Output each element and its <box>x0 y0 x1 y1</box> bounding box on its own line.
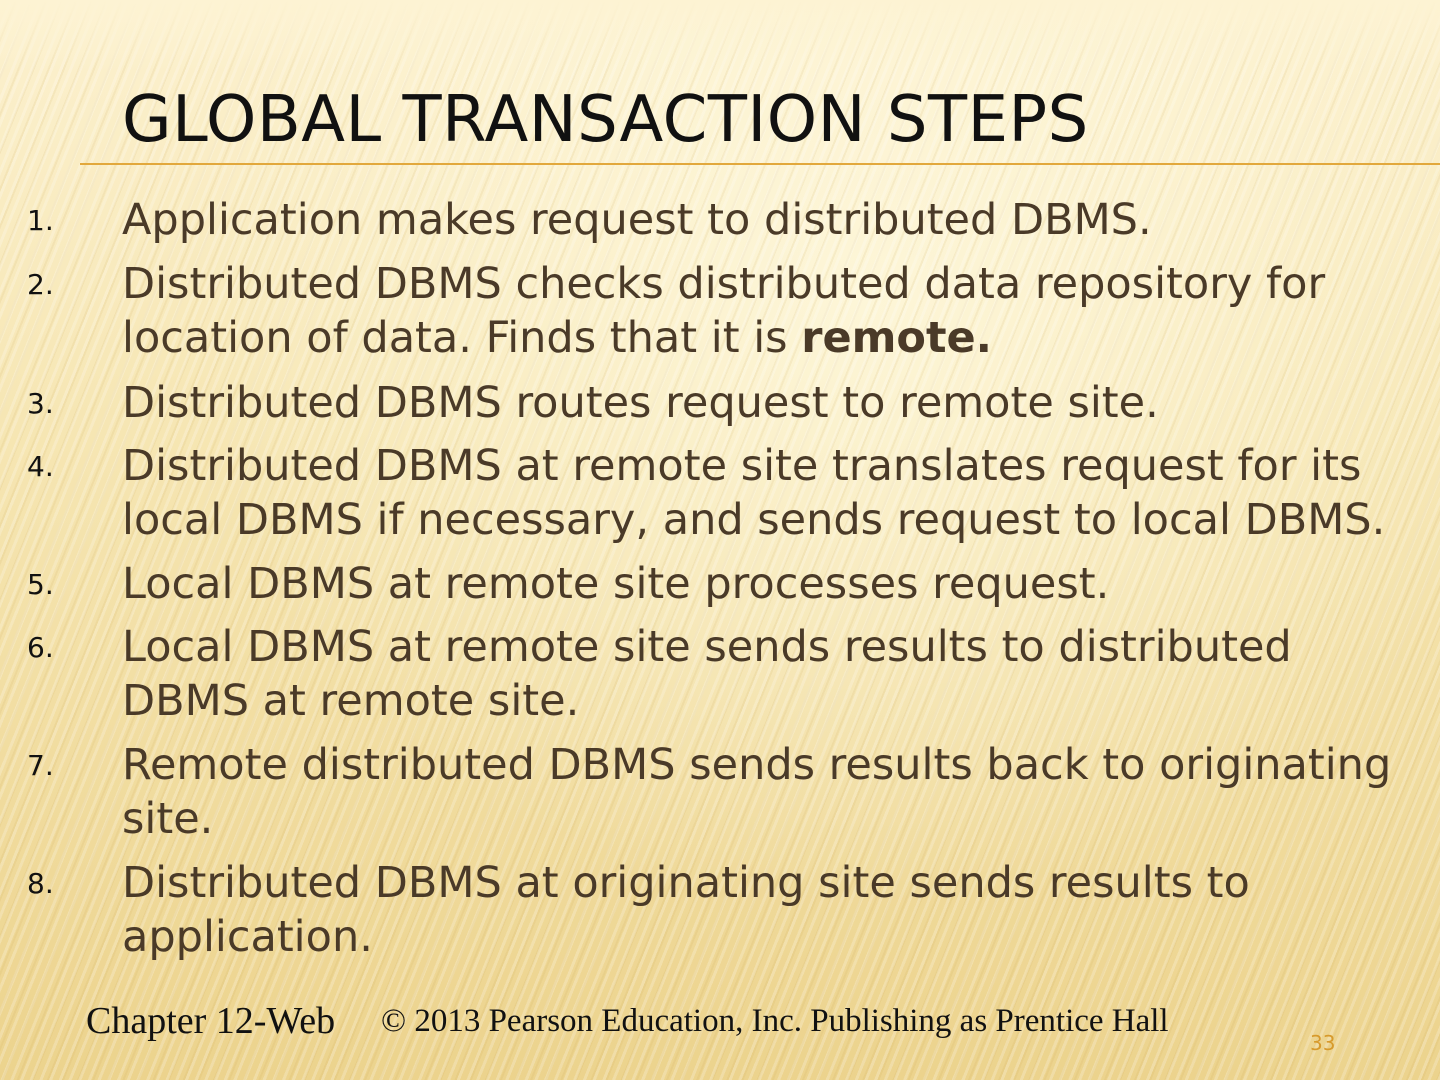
list-item-line: Local DBMS at remote site processes request. <box>122 559 1110 609</box>
list-item-text <box>122 738 1434 846</box>
list-item-text <box>122 257 1434 365</box>
list-item-line-text: location of data. Finds that it is <box>122 313 802 363</box>
slide-title: GLOBAL TRANSACTION STEPS <box>122 83 1089 157</box>
list-item-text <box>122 557 1434 611</box>
list-item-line: DBMS at remote site. <box>122 676 580 726</box>
list-item-line: Distributed DBMS at remote site translates request for its <box>122 441 1362 491</box>
list-item-line: application. <box>122 912 373 962</box>
list-item-line: Distributed DBMS checks distributed data repository for <box>122 259 1326 309</box>
list-item-text <box>122 856 1434 964</box>
list-item-text <box>122 439 1434 547</box>
list-item-number: 5. <box>27 568 54 601</box>
list-item-number: 7. <box>27 749 54 782</box>
slide-top-band <box>0 0 1440 70</box>
list-item-number: 3. <box>27 387 54 420</box>
list-item-line: Distributed DBMS at originating site sends results to <box>122 858 1250 908</box>
list-item-text <box>122 620 1434 728</box>
list-item-line <box>122 311 1434 365</box>
list-item-line: Distributed DBMS routes request to remote site. <box>122 378 1159 428</box>
title-divider <box>80 163 1440 165</box>
list-item-line: local DBMS if necessary, and sends request to local DBMS. <box>122 495 1386 545</box>
slide-page-number: 33 <box>1310 1031 1336 1055</box>
list-item-text <box>122 376 1434 430</box>
list-item-line: Remote distributed DBMS sends results back to originating <box>122 740 1392 790</box>
footer-copyright: © 2013 Pearson Education, Inc. Publishing as Prentice Hall <box>381 1003 1169 1039</box>
list-item-number: 2. <box>27 268 54 301</box>
list-item-number: 4. <box>27 450 54 483</box>
footer-chapter: Chapter 12-Web <box>86 1000 336 1042</box>
list-item-line: Local DBMS at remote site sends results to distributed <box>122 622 1292 672</box>
list-item-number: 1. <box>27 204 54 237</box>
emphasis-remote: remote. <box>801 313 993 363</box>
list-item-number: 6. <box>27 631 54 664</box>
list-item-line: site. <box>122 794 214 844</box>
list-item-text <box>122 193 1434 247</box>
list-item-number: 8. <box>27 867 54 900</box>
list-item-line: Application makes request to distributed DBMS. <box>122 195 1152 245</box>
